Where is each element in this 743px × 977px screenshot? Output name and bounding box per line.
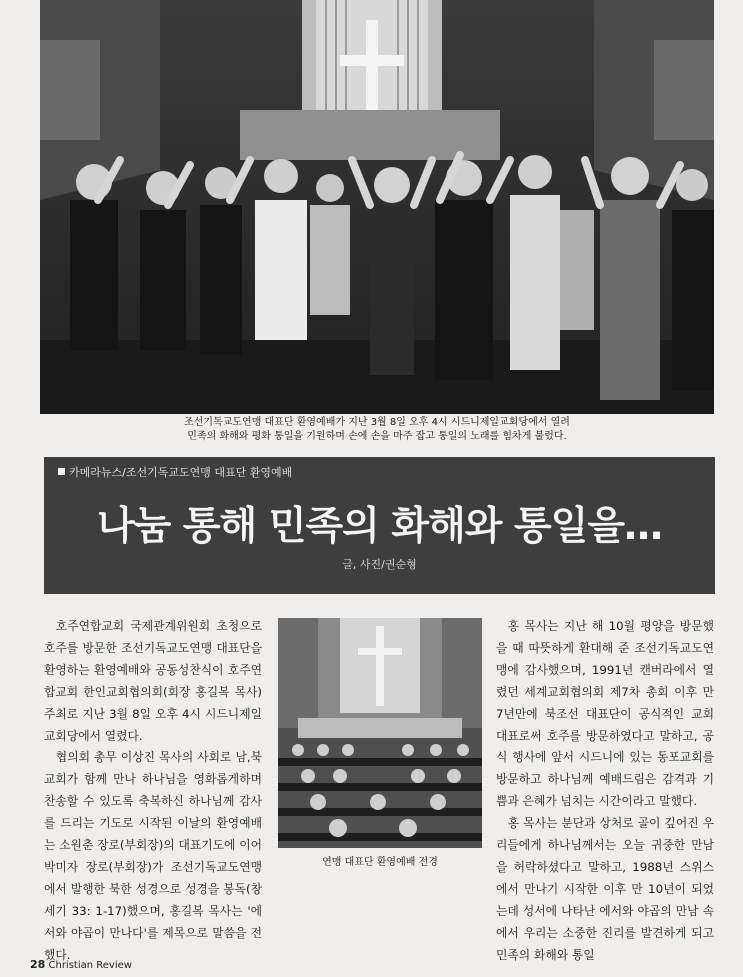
article-right-column [496,616,714,967]
page-folio [30,958,132,971]
title-banner [44,457,715,594]
worship-photo-illustration [278,618,482,848]
worship-photo [278,618,482,848]
worship-photo-caption: 연맹 대표단 환영예배 전경 [322,857,438,868]
main-caption-line-2: 민족의 화해와 평화 통일을 기원하며 손에 손을 마주 잡고 통일의 노래를 힘차게 불렀다. [187,431,567,442]
section-tag-text: 카메라뉴스/조선기독교도연맹 대표단 환영예배 [69,466,293,479]
article-paragraph: 호주연합교회 국제관계위원회 초청으로 호주를 방문한 조선기독교도연맹 대표단을 환영하는 환영예배와 공동성찬식이 호주연합교회 한인교회협의회(회장 홍길복 목사) 주최로 지난 3월 8일 오후 4시 시드니제일교회당에서 열렸다. [44,619,262,743]
main-photo-illustration [40,0,714,414]
square-bullet-icon [58,468,65,475]
main-photo-caption [40,416,714,444]
article-paragraph: 홍 목사는 분단과 상처로 골이 깊어진 우리들에게 하나님께서는 오늘 귀중한 만남을 허락하셨다고 말하고, 1988년 스위스에서 만나기 시작한 이후 만 10년이 되었는데 성서에 나타난 에서와 야곱의 만남 속에서 우리는 소중한 진리를 발견하게 되고 민족의 화해와 통일 [496,816,714,962]
byline: 글, 사진/권순형 [342,558,417,571]
publication-name: Christian Review [48,960,132,971]
article-paragraph: 홍 목사는 지난 해 10월 평양을 방문했을 때 따뜻하게 환대해 준 조선기독교도연맹에 감사했으며, 1991년 캔버라에서 열렸던 세계교회협의회 제7차 총회 이후 만 7년만에 북조선 대표단이 공식적인 교회 대표로써 호주를 방문하였다고 말하고, 공식 행사에 앞서 시드니에 있는 동포교회를 방문하고 하나님께 예배드림은 감격과 기쁨과 은혜가 넘치는 시간이라고 말했다. [496,619,714,809]
section-tag [58,464,292,480]
article-paragraph: 협의회 총무 이상진 목사의 사회로 남,북교회가 함께 만나 하나님을 영화롭게하며 찬송할 수 있도록 축복하신 하나님께 감사를 드리는 기도로 시작된 이날의 환영예배는 소원춘 장로(부회장)의 대표기도에 이어 박미자 장로(부회장)가 조선기독교도연맹에서 발행한 북한 성경으로 성경을 봉독(창세기 33: 1-17)했으며, 홍길복 목사는 '에서와 야곱이 만나다'를 제목으로 말씀을 전했다. [44,750,262,962]
article-left-column [44,616,262,967]
main-photo [40,0,714,414]
page-number: 28 [30,958,46,971]
main-caption-line-1: 조선기독교도연맹 대표단 환영예배가 지난 3월 8일 오후 4시 시드니제일교회당에서 열려 [184,417,570,428]
headline: 나눔 통해 민족의 화해와 통일을… [96,504,663,549]
